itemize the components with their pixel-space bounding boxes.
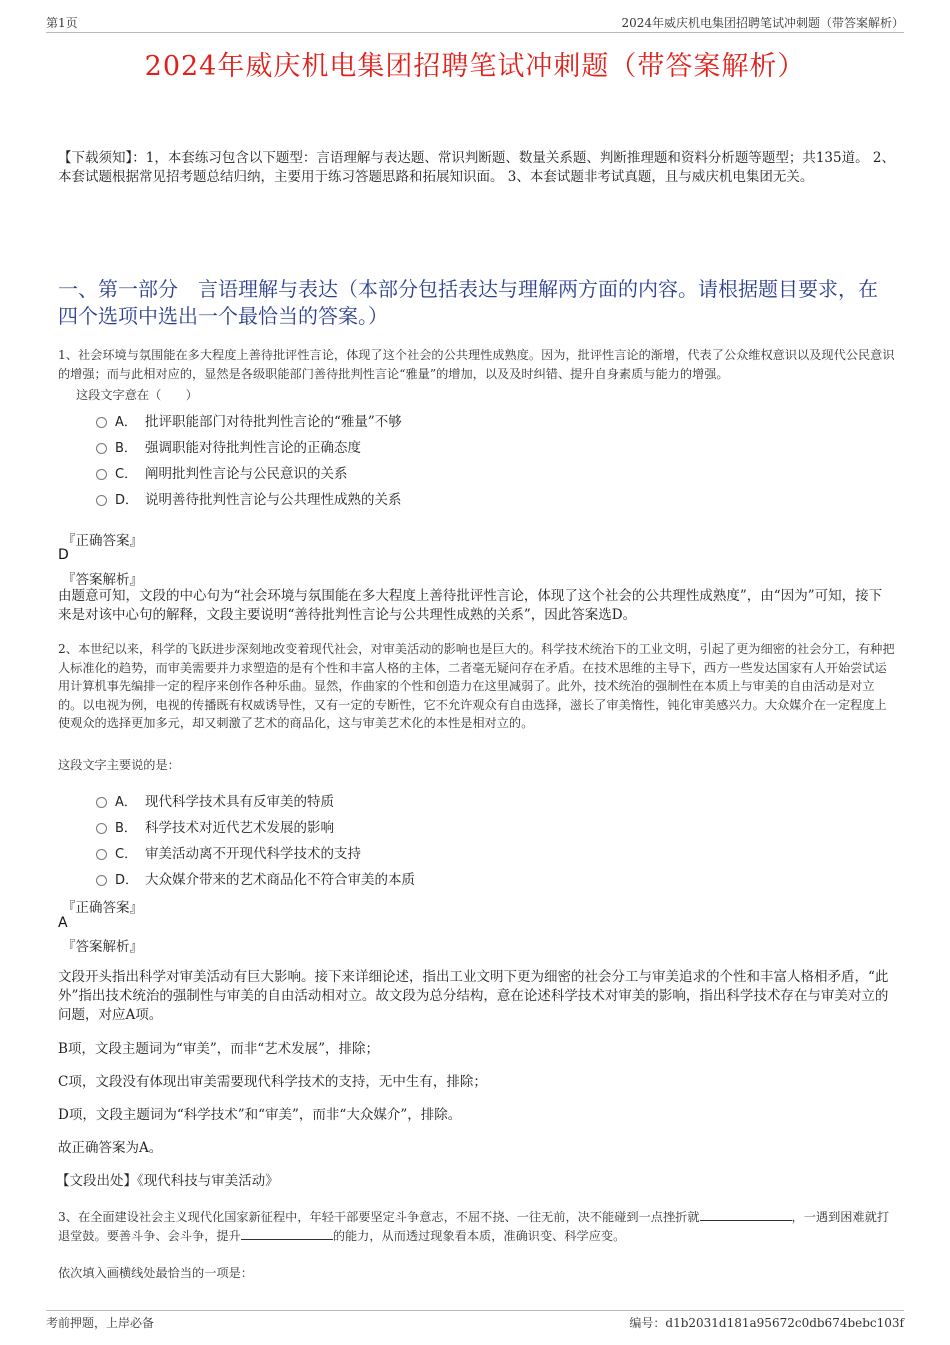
fill-blank-2[interactable] (241, 1227, 333, 1240)
radio-icon[interactable] (96, 469, 107, 480)
option-letter: A． (115, 414, 137, 430)
question-2-option-b[interactable] (96, 816, 334, 836)
question-1-option-c[interactable] (96, 462, 348, 482)
question-1-analysis: 由题意可知，文段的中心句为“社会环境与氛围能在多大程度上善待批评性言论，体现了这个社会的公共理性成熟度”，由“因为”可知，接下来是对该中心句的解释，文段主要说明“善待批判性言论与公共理性成熟的关系”，因此答案选D。 (58, 588, 883, 623)
question-2-note-c: C项，文段没有体现出审美需要现代科学技术的支持，无中生有，排除； (58, 1074, 487, 1090)
option-letter: A． (115, 794, 137, 810)
question-1-answer-label: 『正确答案』 (62, 533, 143, 549)
question-2-prompt: 这段文字主要说的是： (58, 758, 180, 772)
option-text: 批评职能部门对待批判性言论的“雅量”不够 (145, 414, 402, 430)
question-1-analysis-label: 『答案解析』 (62, 572, 143, 588)
page-title: 2024年威庆机电集团招聘笔试冲刺题（带答案解析） (144, 51, 806, 82)
footer-slogan: 考前押题，上岸必备 (46, 1316, 155, 1330)
radio-icon[interactable] (96, 797, 107, 808)
question-3-prompt: 依次填入画横线处最恰当的一项是： (58, 1266, 253, 1280)
option-letter: C． (115, 846, 138, 862)
question-1-text: 1、社会环境与氛围能在多大程度上善待批评性言论，体现了这个社会的公共理性成熟度。因为，批评性言论的渐增，代表了公众维权意识以及现代公民意识的增强；而与此相对应的，显然是各级职能部门善待批判性言论“雅量”的增加，以及及时纠错、提升自身素质与能力的增强。 (58, 348, 895, 381)
option-text: 说明善待批判性言论与公共理性成熟的关系 (145, 492, 402, 508)
question-2-analysis: 文段开头指出科学对审美活动有巨大影响。接下来详细论述，指出工业文明下更为细密的社会分工与审美追求的个性和丰富人格相矛盾，“此外”指出技术统治的强制性与审美的自由活动相对立。故文段为总分结构，意在论述科学技术对审美的影响，指出科学技术存在与审美对立的问题，对应A项。 (58, 969, 889, 1023)
question-2-answer-label: 『正确答案』 (62, 900, 143, 916)
option-letter: D． (115, 492, 139, 508)
question-2-note-b: B项，文段主题词为“审美”，而非“艺术发展”，排除； (58, 1041, 380, 1057)
question-3-text-part1: 3、在全面建设社会主义现代化国家新征程中，年轻干部要坚定斗争意志，不屈不挠、一往无前，决不能碰到一点挫折就 (58, 1210, 700, 1224)
option-text: 审美活动离不开现代科学技术的支持 (145, 846, 361, 862)
question-2-answer: A (58, 915, 68, 931)
radio-icon[interactable] (96, 823, 107, 834)
section-title: 一、第一部分 言语理解与表达（本部分包括表达与理解两方面的内容。请根据题目要求，在四个选项中选出一个最恰当的答案。） (58, 277, 878, 328)
question-2-conclusion: 故正确答案为A。 (58, 1140, 163, 1156)
question-3-text (58, 1208, 898, 1245)
question-1-option-a[interactable] (96, 410, 402, 430)
option-letter: C． (115, 466, 138, 482)
question-2-option-a[interactable] (96, 790, 334, 810)
question-2-option-c[interactable] (96, 842, 361, 862)
download-notice: 【下载须知】：1，本套练习包含以下题型：言语理解与表达题、常识判断题、数量关系题、判断推理题和资料分析题等题型；共135道。 2、本套试题根据常见招考题总结归纳，主要用于练习答题思路和拓展知识面。 3、本套试题非考试真题，且与威庆机电集团无关。 (58, 150, 895, 185)
radio-icon[interactable] (96, 495, 107, 506)
option-letter: B． (115, 820, 137, 836)
question-1-option-d[interactable] (96, 488, 402, 508)
footer-divider (46, 1310, 904, 1311)
radio-icon[interactable] (96, 417, 107, 428)
radio-icon[interactable] (96, 849, 107, 860)
question-2-text: 2、本世纪以来，科学的飞跃进步深刻地改变着现代社会，对审美活动的影响也是巨大的。科学技术统治下的工业文明，引起了更为细密的社会分工，有种把人标准化的趋势，而审美需要并力求塑造的是有个性和丰富人格的主体，二者毫无疑问存在矛盾。在技术思维的主导下，西方一些发达国家有人开始尝试运用计算机事先编排一定的程序来创作各种乐曲。显然，作曲家的个性和创造力在这里减弱了。此外，技术统治的强制性在本质上与审美的自由活动是对立的。以电视为例，电视的传播既有权威诱导性，又有一定的专断性，它不允许观众有自由选择，滋长了审美惰性，钝化审美感兴力。大众媒介在一定程度上使观众的选择更加多元，却又刺激了艺术的商品化，这与审美艺术化的本性是相对立的。 (58, 642, 895, 730)
question-2-analysis-label: 『答案解析』 (62, 939, 143, 955)
option-text: 科学技术对近代艺术发展的影响 (145, 820, 334, 836)
option-letter: D． (115, 872, 139, 888)
question-1-prompt: 这段文字意在（ ） (76, 388, 198, 402)
page-number: 第1页 (46, 16, 78, 30)
fill-blank-1[interactable] (700, 1208, 792, 1221)
option-text: 大众媒介带来的艺术商品化不符合审美的本质 (145, 872, 415, 888)
question-1-answer: D (58, 547, 69, 563)
option-letter: B． (115, 440, 137, 456)
option-text: 阐明批判性言论与公民意识的关系 (145, 466, 348, 482)
question-2-option-d[interactable] (96, 868, 415, 888)
question-1-option-b[interactable] (96, 436, 361, 456)
footer-doc-id: 编号：d1b2031d181a95672c0db674bebc103f (629, 1316, 904, 1330)
question-2-source: 【文段出处】《现代科技与审美活动》 (56, 1173, 279, 1189)
radio-icon[interactable] (96, 875, 107, 886)
option-text: 现代科学技术具有反审美的特质 (145, 794, 334, 810)
header-divider (46, 32, 904, 33)
header-doc-title: 2024年威庆机电集团招聘笔试冲刺题（带答案解析） (621, 16, 904, 30)
option-text: 强调职能对待批判性言论的正确态度 (145, 440, 361, 456)
question-3-text-part2: ，一遇到困难就打退堂鼓。要善斗争、会斗争，提升 (58, 1210, 890, 1243)
radio-icon[interactable] (96, 443, 107, 454)
question-3-text-part3: 的能力，从而透过现象看本质，准确识变、科学应变。 (332, 1228, 626, 1243)
question-2-note-d: D项，文段主题词为“科学技术”和“审美”，而非“大众媒介”，排除。 (58, 1107, 462, 1123)
